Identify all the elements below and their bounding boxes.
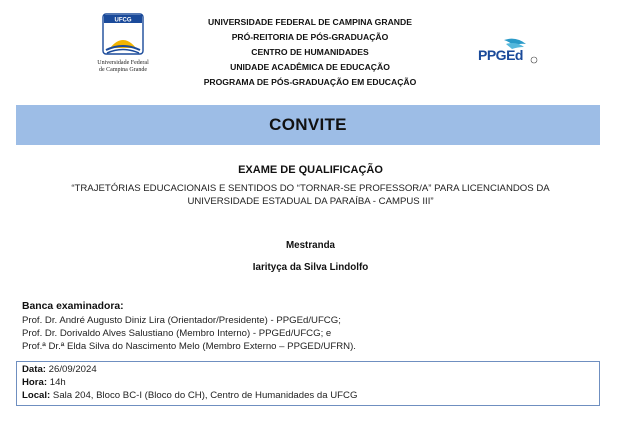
institution-line: UNIVERSIDADE FEDERAL DE CAMPINA GRANDE (208, 17, 412, 27)
invite-banner (16, 105, 600, 145)
institution-line: CENTRO DE HUMANIDADES (251, 47, 369, 57)
event-info-box (16, 361, 600, 406)
student-label: Mestranda (286, 240, 335, 251)
date-line (22, 364, 97, 376)
board-member: Prof. Dr. Dorivaldo Alves Salustiano (Membro Interno) - PPGEd/UFCG; e (22, 328, 332, 339)
institution-line: PROGRAMA DE PÓS-GRADUAÇÃO EM EDUCAÇÃO (203, 77, 417, 87)
time-value: 14h (47, 377, 66, 388)
ppged-logo-word: PPGEd (478, 47, 523, 63)
ufcg-logo-mark: UFCG (114, 17, 132, 24)
time-line (22, 377, 66, 389)
student-name: Iarityça da Silva Lindolfo (252, 262, 369, 273)
examining-board (22, 300, 582, 353)
document-header (0, 0, 621, 100)
ufcg-logo (92, 12, 154, 78)
ufcg-caption-line2: de Campina Grande (99, 67, 147, 73)
thesis-title: “TRAJETÓRIAS EDUCACIONAIS E SENTIDOS DO “TORNAR-SE PROFESSOR/A” PARA LICENCIANDOS DA UNIVERSIDADE ESTADUAL DA PARAÍBA - CAMPUS III” (71, 183, 550, 207)
ufcg-caption-line1: Universidade Federal (97, 60, 149, 66)
board-label: Banca examinadora: (22, 301, 124, 312)
time-label: Hora: (22, 377, 48, 388)
date-value: 26/09/2024 (46, 364, 97, 375)
board-member: Prof. Dr. André Augusto Diniz Lira (Orientador/Presidente) - PPGEd/UFCG; (22, 315, 341, 326)
place-label: Local: (22, 390, 51, 401)
place-value: Sala 204, Bloco BC-I (Bloco do CH), Centro de Humanidades da UFCG (50, 390, 358, 401)
date-label: Data: (22, 364, 46, 375)
institution-line: PRÓ-REITORIA DE PÓS-GRADUAÇÃO (231, 32, 389, 42)
place-line (22, 390, 357, 402)
institution-line: UNIDADE ACADÊMICA DE EDUCAÇÃO (230, 62, 390, 72)
ppged-logo (474, 38, 540, 68)
board-member: Prof.ª Dr.ª Elda Silva do Nascimento Melo (Membro Externo – PPGED/UFRN). (22, 341, 356, 352)
institution-lines (190, 15, 430, 90)
banner-title: CONVITE (269, 115, 347, 134)
ufcg-seal-icon (92, 12, 154, 60)
exam-title: EXAME DE QUALIFICAÇÃO (238, 164, 383, 176)
